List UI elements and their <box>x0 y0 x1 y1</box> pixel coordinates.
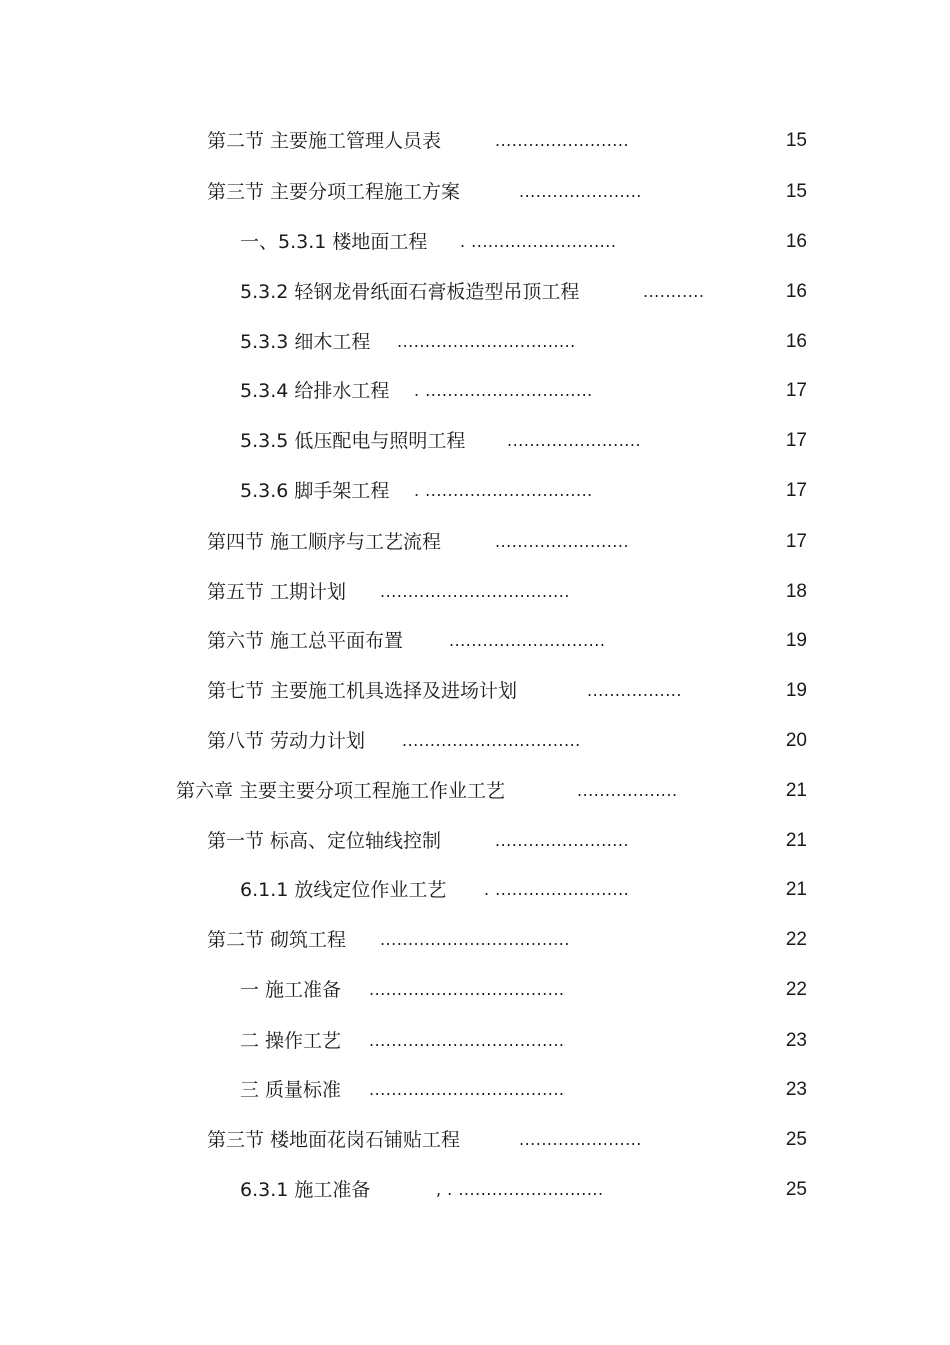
toc-leader-dots: ................................ <box>397 332 576 351</box>
toc-entry-title: 5.3.2 轻钢龙骨纸面石膏板造型吊顶工程 <box>240 281 580 303</box>
toc-entry-section-3-granite <box>0 1125 950 1155</box>
toc-entry-5-3-1 <box>0 227 950 257</box>
toc-leader-dots: . .............................. <box>414 481 593 500</box>
toc-entry-title: 6.1.1 放线定位作业工艺 <box>240 879 447 901</box>
toc-leader-dots: ........................ <box>495 532 630 551</box>
toc-entry-section-6 <box>0 626 950 656</box>
toc-entry-title: 第一节 标高、定位轴线控制 <box>207 830 442 852</box>
toc-entry-title: 第五节 工期计划 <box>207 581 347 603</box>
toc-leader-dots: ........................ <box>507 431 642 450</box>
toc-page-number: 20 <box>785 730 807 751</box>
toc-leader-dots: ...................... <box>519 1130 642 1149</box>
toc-entry-section-2-staff <box>0 126 950 156</box>
toc-entry-6-3-1 <box>0 1175 950 1205</box>
toc-page-number: 16 <box>785 281 807 302</box>
toc-page-number: 15 <box>785 130 807 151</box>
toc-entry-section-7 <box>0 676 950 706</box>
toc-leader-dots: ................. <box>587 681 682 700</box>
toc-entry-section-3-plan <box>0 177 950 207</box>
toc-entry-title: 第七节 主要施工机具选择及进场计划 <box>207 680 518 702</box>
toc-page-number: 23 <box>785 1030 807 1051</box>
toc-page-number: 25 <box>785 1129 807 1150</box>
toc-leader-dots: . .............................. <box>414 381 593 400</box>
toc-entry-section-8 <box>0 726 950 756</box>
toc-page-number: 22 <box>785 979 807 1000</box>
toc-entry-title: 6.3.1 施工准备 <box>240 1179 371 1201</box>
toc-entry-6-1-1 <box>0 875 950 905</box>
toc-page-number: 21 <box>785 879 807 900</box>
toc-page-number: 25 <box>785 1179 807 1200</box>
toc-entry-5-3-6 <box>0 476 950 506</box>
toc-leader-dots: ................................ <box>402 731 581 750</box>
toc-page-number: 18 <box>785 581 807 602</box>
toc-leader-dots: ................................... <box>369 1080 565 1099</box>
toc-entry-title: 第三节 主要分项工程施工方案 <box>207 181 461 203</box>
toc-leader-dots: ................................... <box>369 1031 565 1050</box>
toc-entry-title: 二 操作工艺 <box>240 1030 342 1052</box>
toc-entry-title: 5.3.5 低压配电与照明工程 <box>240 430 466 452</box>
toc-entry-title: 三 质量标准 <box>240 1079 342 1101</box>
toc-entry-title: 5.3.3 细木工程 <box>240 331 371 353</box>
toc-entry-title: 一 施工准备 <box>240 979 342 1001</box>
toc-page-number: 16 <box>785 231 807 252</box>
toc-leader-dots: .................. <box>577 781 678 800</box>
toc-entry-quality <box>0 1075 950 1105</box>
toc-leader-dots: ................................... <box>369 980 565 999</box>
toc-entry-title: 一、5.3.1 楼地面工程 <box>240 231 428 253</box>
toc-leader-dots: .................................. <box>380 582 570 601</box>
toc-leader-dots: . .......................... <box>460 232 617 251</box>
toc-leader-dots: ...................... <box>519 182 642 201</box>
toc-entry-5-3-5 <box>0 426 950 456</box>
toc-leader-dots: ........................ <box>495 131 630 150</box>
toc-entry-title: 5.3.6 脚手架工程 <box>240 480 390 502</box>
toc-page-number: 21 <box>785 830 807 851</box>
toc-leader-dots: ............................ <box>449 631 606 650</box>
toc-entry-5-3-3 <box>0 327 950 357</box>
toc-leader-dots: , . .......................... <box>436 1180 604 1199</box>
toc-page-number: 21 <box>785 780 807 801</box>
toc-entry-section-4 <box>0 527 950 557</box>
toc-leader-dots: .................................. <box>380 930 570 949</box>
toc-page-number: 22 <box>785 929 807 950</box>
toc-entry-5-3-4 <box>0 376 950 406</box>
toc-entry-chapter-6 <box>0 776 950 806</box>
toc-entry-title: 第六节 施工总平面布置 <box>207 630 404 652</box>
toc-entry-prep <box>0 975 950 1005</box>
toc-entry-title: 第三节 楼地面花岗石铺贴工程 <box>207 1129 461 1151</box>
toc-entry-title: 第二节 砌筑工程 <box>207 929 347 951</box>
toc-entry-title: 第六章 主要主要分项工程施工作业工艺 <box>176 780 506 802</box>
toc-entry-title: 第四节 施工顺序与工艺流程 <box>207 531 442 553</box>
toc-page-number: 17 <box>785 531 807 552</box>
toc-page-number: 17 <box>785 380 807 401</box>
toc-entry-title: 第二节 主要施工管理人员表 <box>207 130 442 152</box>
toc-entry-title: 5.3.4 给排水工程 <box>240 380 390 402</box>
toc-page-number: 23 <box>785 1079 807 1100</box>
toc-page-number: 17 <box>785 430 807 451</box>
toc-entry-section-5 <box>0 577 950 607</box>
toc-entry-title: 第八节 劳动力计划 <box>207 730 366 752</box>
toc-page-number: 15 <box>785 181 807 202</box>
toc-page-number: 19 <box>785 680 807 701</box>
toc-page-number: 17 <box>785 480 807 501</box>
toc-leader-dots: ........................ <box>495 831 630 850</box>
toc-entry-5-3-2 <box>0 277 950 307</box>
toc-entry-section-1 <box>0 826 950 856</box>
toc-leader-dots: . ........................ <box>484 880 630 899</box>
toc-page-number: 19 <box>785 630 807 651</box>
toc-entry-operation <box>0 1026 950 1056</box>
toc-entry-section-2-masonry <box>0 925 950 955</box>
toc-leader-dots: ........... <box>643 282 705 301</box>
toc-page-number: 16 <box>785 331 807 352</box>
